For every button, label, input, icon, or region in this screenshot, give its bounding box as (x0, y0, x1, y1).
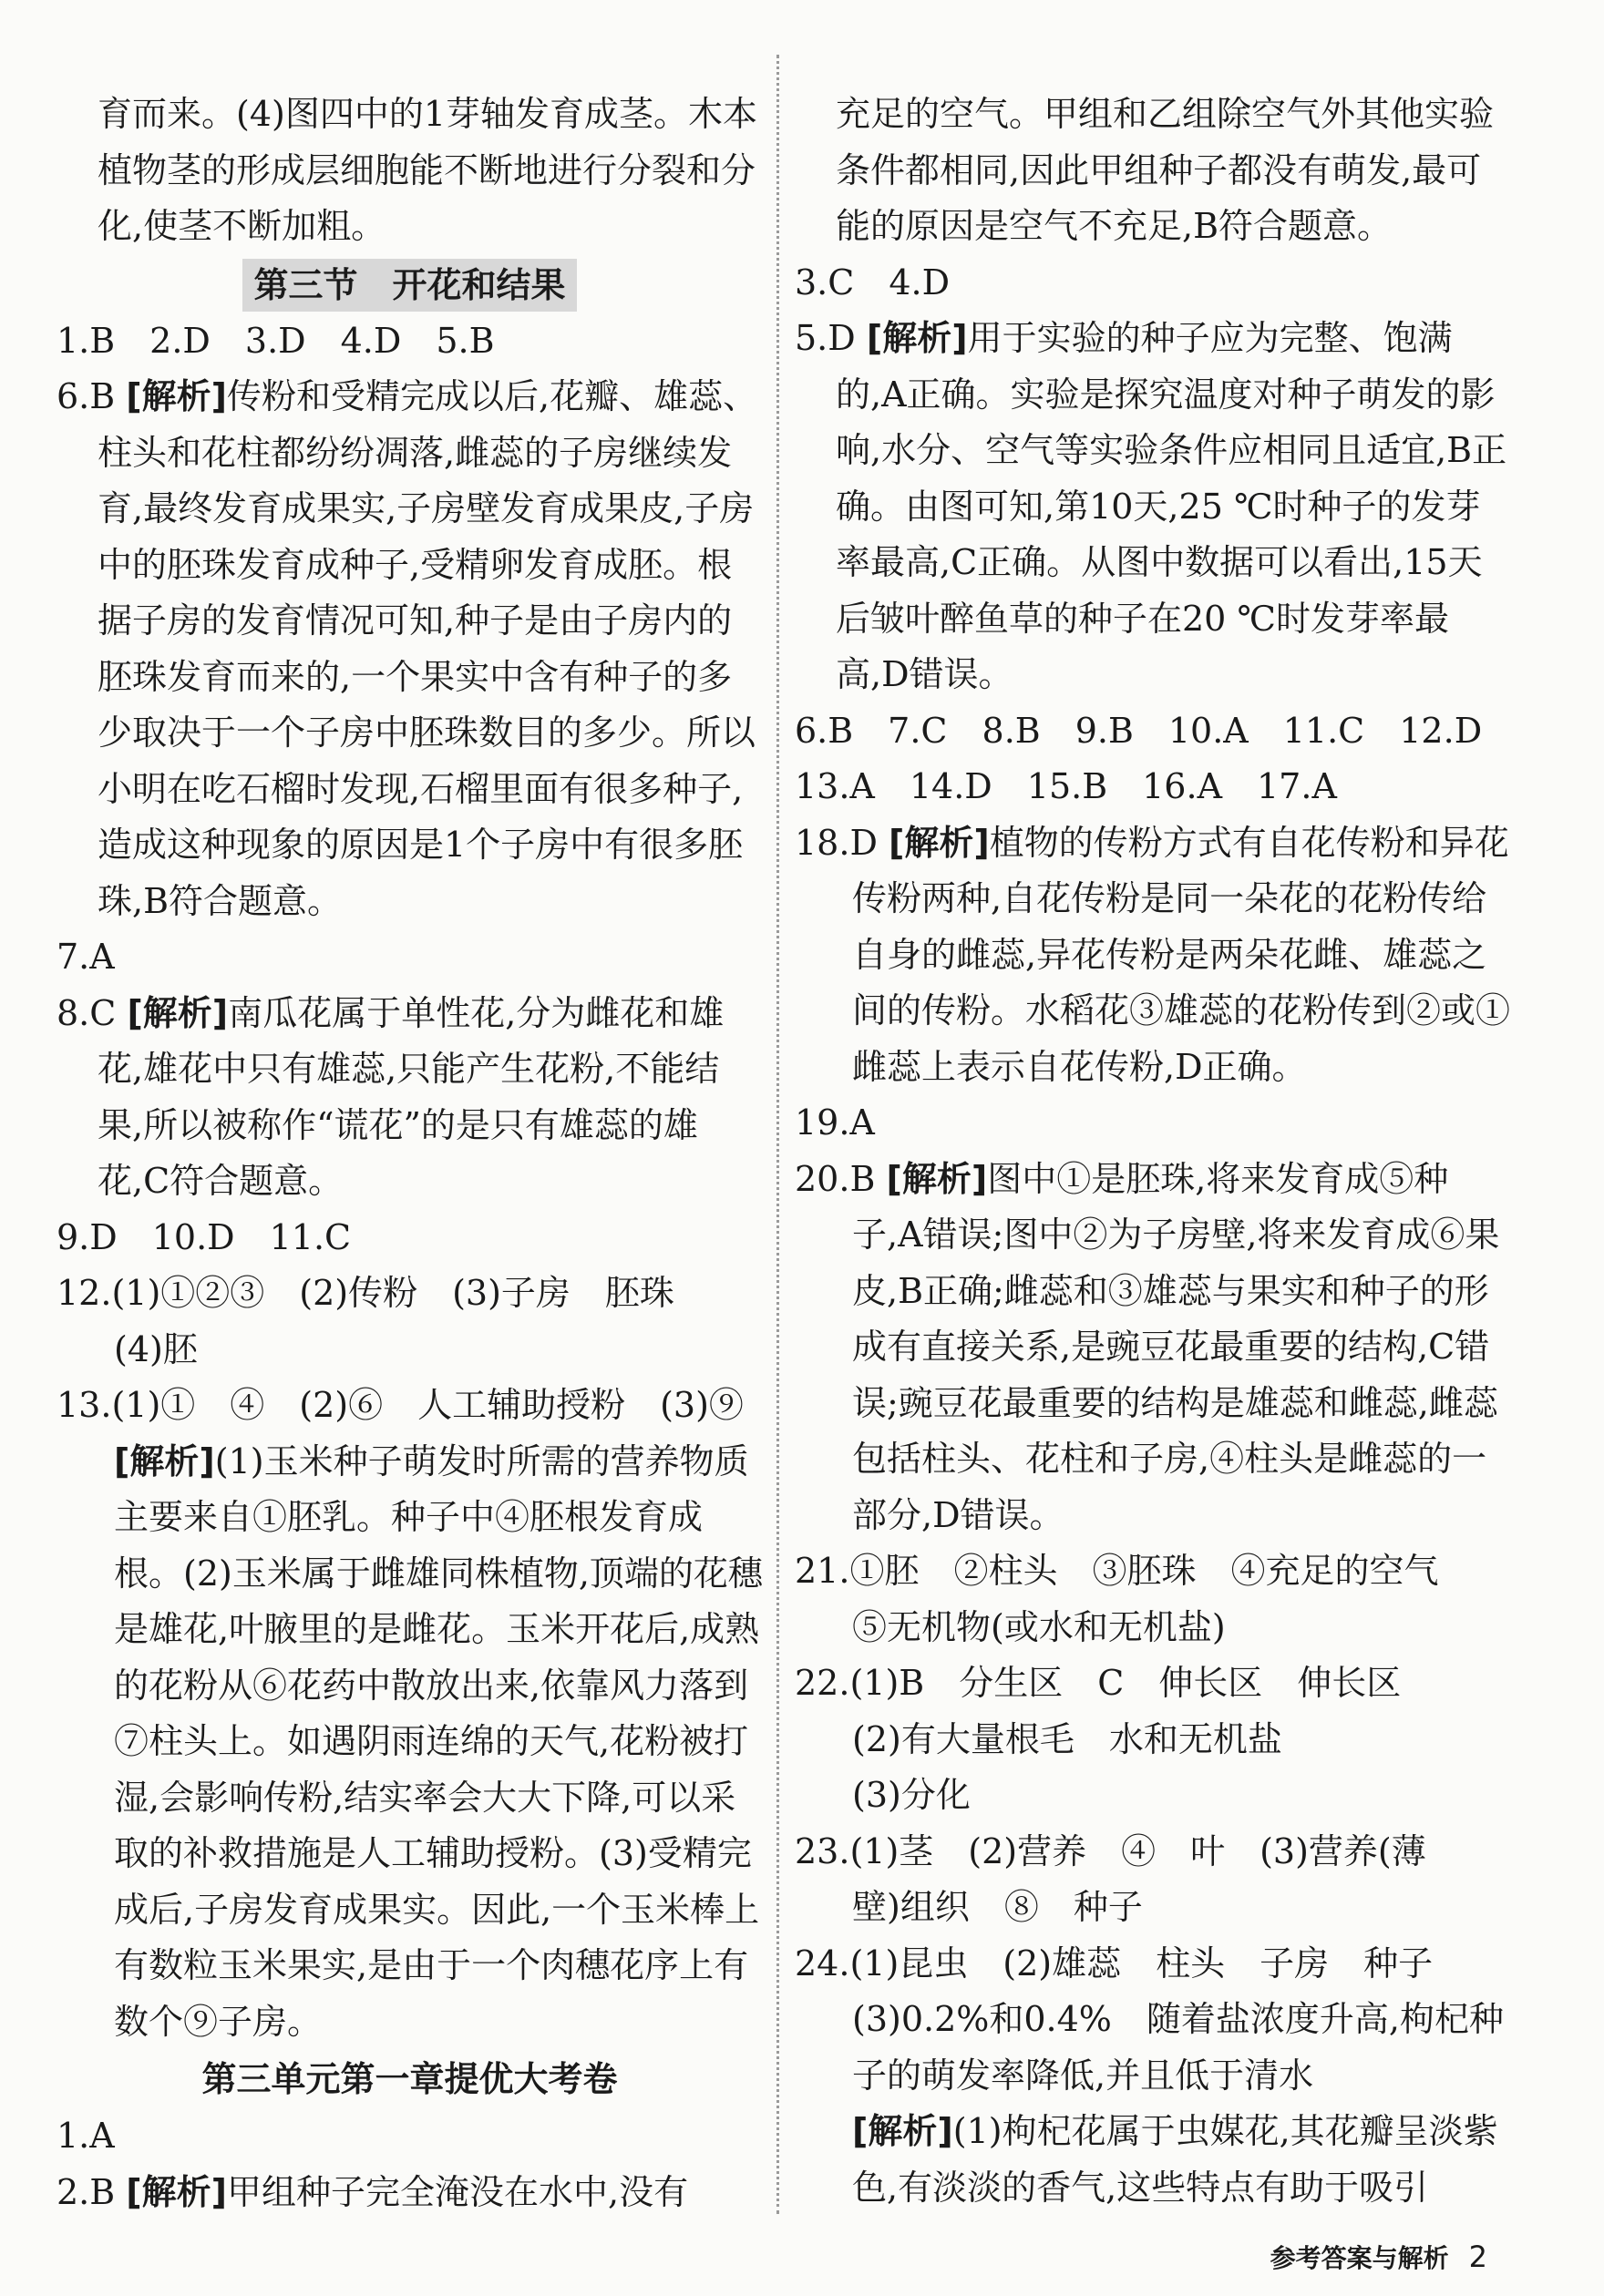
answer-r5-text: 用于实验的种子应为完整、饱满的,A正确。实验是探究温度对种子萌发的影响,水分、空气等实验条件应相同且适宜,B正确。由图可知,第10天,25 ℃时种子的发芽率最高,C正确。从图中数据可以看出,15天后皱叶醉鱼草的种子在20 ℃时发芽率最高,D错误。 (836, 318, 1507, 694)
answer-8-num: 8. (57, 992, 90, 1033)
unit-exam-title: 第三单元第一章提优大考卷 (201, 2059, 618, 2099)
answers-1-5: 1.B 2.D 3.D 4.D 5.B (57, 320, 495, 361)
answer-24 (795, 1936, 1510, 2217)
right-column (795, 87, 1510, 2216)
answer-24-tag: [解析] (852, 2111, 953, 2151)
answer-13-num: 13. (57, 1385, 112, 1425)
answer-21-line1: ①胚 ②柱头 ③胚珠 ④充足的空气 (849, 1551, 1439, 1591)
answer-22 (795, 1655, 1510, 1824)
answer-12-line2: (4)胚 (114, 1328, 198, 1369)
answer-23-num: 23. (795, 1830, 850, 1871)
unit-answer-2-text: 甲组种子完全淹没在水中,没有 (227, 2171, 689, 2212)
answer-12 (57, 1266, 763, 1378)
answer-6 (57, 369, 763, 929)
answer-r5-tag: [解析] (866, 318, 968, 358)
answer-22-num: 22. (795, 1663, 850, 1703)
answer-20-tag: [解析] (886, 1158, 988, 1199)
unit-answer-1: 1.A (57, 2116, 115, 2156)
answer-24-num: 24. (795, 1942, 850, 1983)
answer-18 (795, 815, 1510, 1096)
answer-r5-choice: D (828, 318, 856, 358)
answer-12-line1: (1)①②③ (2)传粉 (3)子房 胚珠 (111, 1273, 674, 1313)
answer-6-tag: [解析] (126, 376, 228, 416)
answer-24-line1: (1)昆虫 (2)雄蕊 柱头 子房 种子 (849, 1942, 1434, 1983)
answer-6-num: 6. (57, 376, 90, 416)
unit-answer-2 (57, 2165, 763, 2221)
answer-13 (57, 1378, 763, 2050)
answer-22-line3: (3)分化 (852, 1775, 971, 1815)
answer-r5 (795, 311, 1510, 703)
page-number: 2 (1468, 2240, 1487, 2274)
answers-13-17: 13.A 14.D 15.B 16.A 17.A (795, 766, 1337, 806)
answers-6-12: 6.B 7.C 8.B 9.B 10.A 11.C 12.D (795, 710, 1483, 751)
answer-18-choice: D (849, 822, 878, 863)
answer-8-choice: C (89, 992, 117, 1033)
answer-18-tag: [解析] (889, 822, 990, 863)
answer-22-line1: (1)B 分生区 C 伸长区 伸长区 (849, 1663, 1402, 1703)
answer-18-text: 植物的传粉方式有自花传粉和异花传粉两种,自花传粉是同一朵花的花粉传给自身的雌蕊,异花传粉是两朵花雌、雄蕊之间的传粉。水稻花③雄蕊的花粉传到②或①雌蕊上表示自花传粉,D正确。 (852, 822, 1511, 1087)
continued-paragraph: 充足的空气。甲组和乙组除空气外其他实验条件都相同,因此甲组种子都没有萌发,最可能的原因是空气不充足,B符合题意。 (836, 94, 1495, 246)
answer-23 (795, 1824, 1510, 1936)
answer-20 (795, 1152, 1510, 1544)
intro-paragraph: 育而来。(4)图四中的1芽轴发育成茎。木本植物茎的形成层细胞能不断地进行分裂和分化,使茎不断加粗。 (98, 94, 758, 246)
answer-19: 19.A (795, 1102, 875, 1143)
answers-3-4: 3.C 4.D (795, 261, 951, 302)
footer-label: 参考答案与解析 (1270, 2243, 1449, 2273)
answer-23-line2: 壁)组织 ⑧ 种子 (852, 1887, 1143, 1927)
answer-20-text: 图中①是胚珠,将来发育成⑤种子,A错误;图中②为子房壁,将来发育成⑥果皮,B正确;雌蕊和③雄蕊与果实和种子的形成有直接关系,是豌豆花最重要的结构,C错误;豌豆花最重要的结构是雄蕊和雌蕊,雌蕊包括柱头、花柱和子房,④柱头是雌蕊的一部分,D错误。 (852, 1158, 1500, 1535)
answer-8-text: 南瓜花属于单性花,分为雌花和雄花,雄花中只有雄蕊,只能产生花粉,不能结果,所以被称作“谎花”的是只有雄蕊的雄花,C符合题意。 (98, 992, 725, 1201)
answer-24-text: (1)枸杞花属于虫媒花,其花瓣呈淡紫色,有淡淡的香气,这些特点有助于吸引 (852, 2111, 1498, 2208)
answer-8 (57, 986, 763, 1210)
page-footer (1270, 2239, 1487, 2275)
answers-9-11: 9.D 10.D 11.C (57, 1216, 352, 1257)
answer-13-text: (1)玉米种子萌发时所需的营养物质主要来自①胚乳。种子中④胚根发育成根。(2)玉米属于雌雄同株植物,顶端的花穗是雄花,叶腋里的是雌花。玉米开花后,成熟的花粉从⑥花药中散放出来,依靠风力落到⑦柱头上。如遇阴雨连绵的天气,花粉被打湿,会影响传粉,结实率会大大下降,可以采取的补救措施是人工辅助授粉。(3)受精完成后,子房发育成果实。因此,一个玉米棒上有数粒玉米果实,是由于一个肉穗花序上有数个⑨子房。 (114, 1440, 763, 2042)
column-divider (776, 55, 779, 2214)
unit-answer-2-tag: [解析] (126, 2171, 228, 2212)
answer-21-num: 21. (795, 1551, 850, 1591)
answer-12-num: 12. (57, 1273, 112, 1313)
answer-13-tag: [解析] (114, 1440, 215, 1481)
answer-7: 7.A (57, 937, 115, 977)
section-title: 第三节 开花和结果 (242, 259, 576, 312)
unit-answer-2-num: 2. (57, 2171, 90, 2212)
answer-20-choice: B (849, 1158, 876, 1199)
answer-8-tag: [解析] (127, 992, 229, 1033)
left-column (57, 87, 763, 2220)
answer-23-line1: (1)茎 (2)营养 ④ 叶 (3)营养(薄 (849, 1830, 1426, 1871)
answer-21-line2: ⑤无机物(或水和无机盐) (852, 1606, 1226, 1647)
answer-6-choice: B (89, 376, 116, 416)
section-title-wrap (57, 259, 763, 312)
answer-r5-num: 5. (795, 318, 828, 358)
answer-22-line2: (2)有大量根毛 水和无机盐 (852, 1718, 1282, 1759)
answer-21 (795, 1543, 1510, 1655)
answer-18-num: 18. (795, 822, 850, 863)
answer-13-line1: (1)① ④ (2)⑥ 人工辅助授粉 (3)⑨ (111, 1385, 744, 1425)
answer-20-num: 20. (795, 1158, 850, 1199)
unit-answer-2-choice: B (89, 2171, 116, 2212)
answer-6-text: 传粉和受精完成以后,花瓣、雄蕊、柱头和花柱都纷纷凋落,雌蕊的子房继续发育,最终发育成果实,子房壁发育成果皮,子房中的胚珠发育成种子,受精卵发育成胚。根据子房的发育情况可知,种子是由子房内的胚珠发育而来的,一个果实中含有种子的多少取决于一个子房中胚珠数目的多少。所以小明在吃石榴时发现,石榴里面有很多种子,造成这种现象的原因是1个子房中有很多胚珠,B符合题意。 (98, 376, 758, 921)
answer-24-line2: (3)0.2%和0.4% 随着盐浓度升高,枸杞种子的萌发率降低,并且低于清水 (852, 1999, 1504, 2096)
